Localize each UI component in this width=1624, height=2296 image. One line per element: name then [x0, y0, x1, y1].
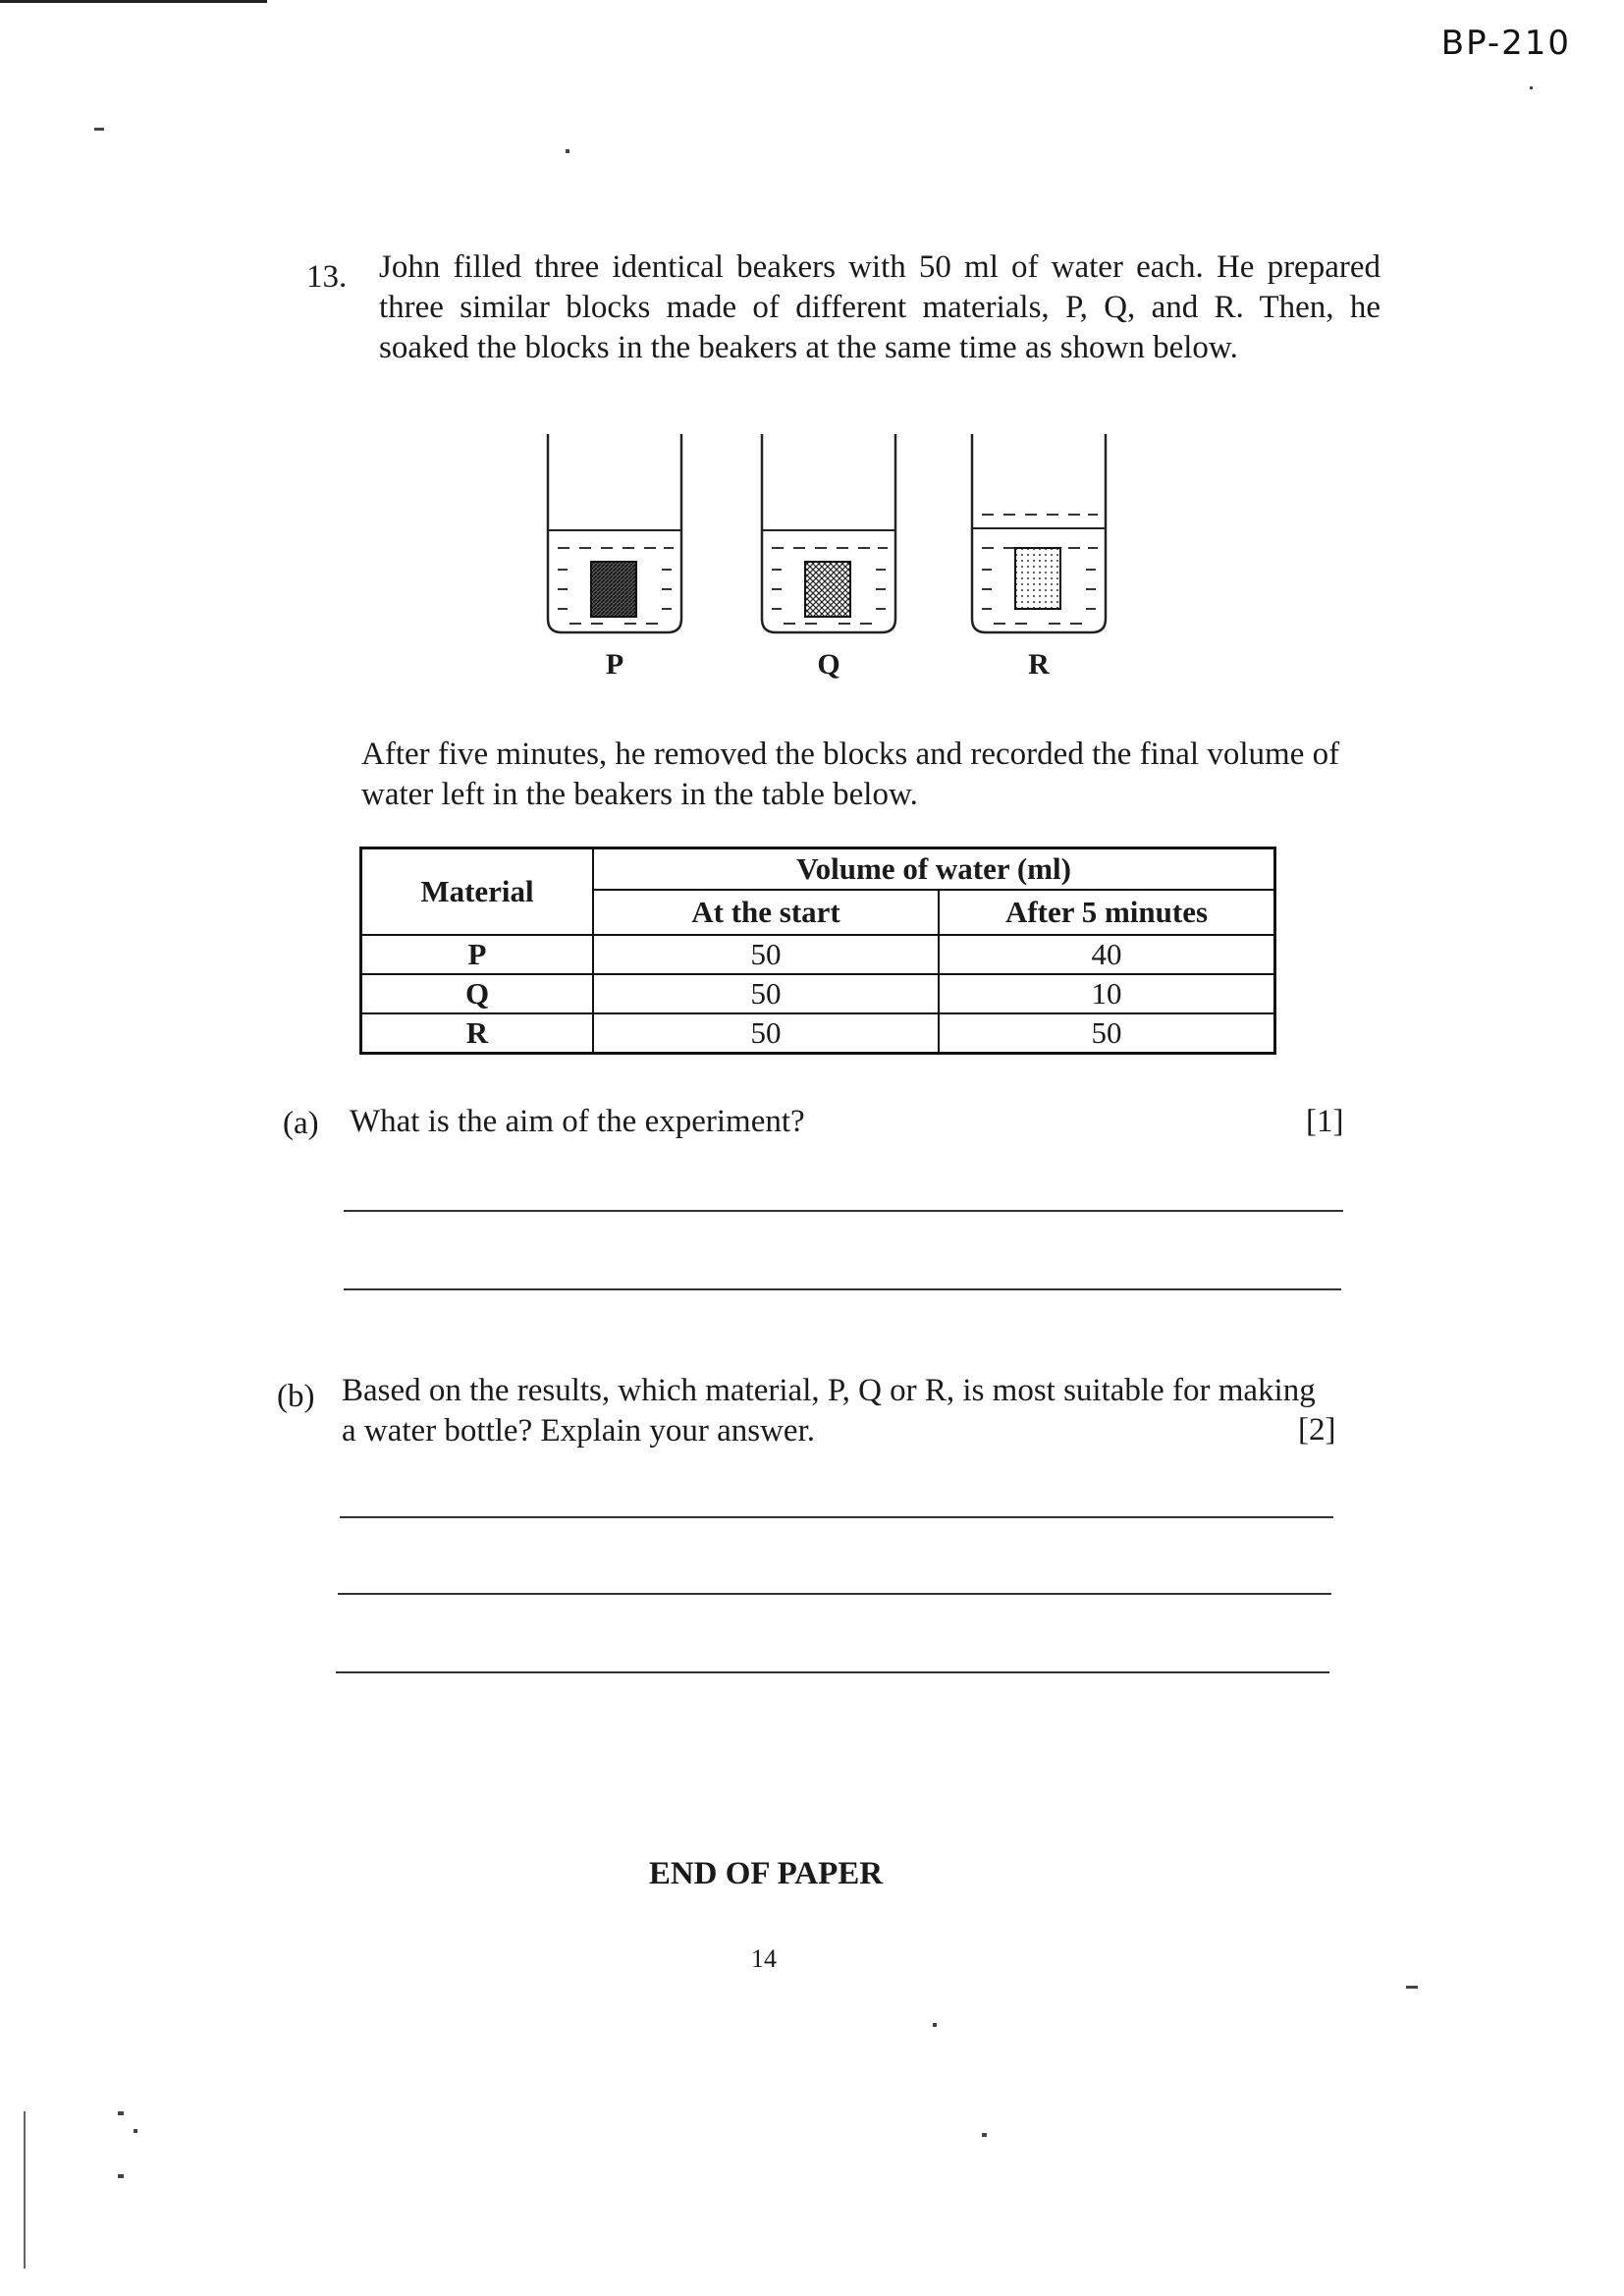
- part-a-label: (a): [283, 1106, 319, 1141]
- intro-line: soaked the blocks in the beakers at the same time as shown below.: [379, 330, 1238, 365]
- part-a-question: What is the aim of the experiment?: [350, 1104, 805, 1139]
- after-header: After 5 minutes: [939, 890, 1275, 935]
- scan-speck: [1406, 1986, 1418, 1989]
- scan-speck: [134, 2129, 137, 2133]
- beaker-label-p: P: [605, 648, 624, 681]
- answer-line[interactable]: [338, 1593, 1331, 1595]
- scan-speck: [94, 128, 104, 131]
- answer-line[interactable]: [340, 1516, 1333, 1518]
- intro-line: three similar blocks made of different materials, P, Q, and R. Then, he: [379, 290, 1380, 325]
- material-cell: R: [361, 1013, 594, 1054]
- after-cell: 10: [939, 974, 1275, 1013]
- volume-group-header: Volume of water (ml): [593, 848, 1275, 891]
- after-text: [361, 735, 1382, 815]
- question-intro: [379, 247, 1380, 368]
- page-number: 14: [751, 1944, 777, 1973]
- answer-line[interactable]: [336, 1671, 1329, 1673]
- beaker-r: [972, 434, 1106, 632]
- paper-code: BP-210: [1440, 24, 1571, 63]
- scan-speck: [118, 2111, 124, 2115]
- start-header: At the start: [593, 890, 939, 935]
- scan-speck: [933, 2023, 937, 2027]
- scan-speck: [566, 149, 569, 153]
- top-rule: [0, 0, 267, 3]
- after-line: After five minutes, he removed the blocks and recorded the final volume of: [361, 737, 1340, 772]
- beaker-label-r: R: [1028, 648, 1050, 681]
- answer-line[interactable]: [344, 1210, 1343, 1212]
- material-cell: P: [361, 935, 594, 974]
- start-cell: 50: [593, 1013, 939, 1054]
- table-row: [361, 935, 1275, 974]
- start-cell: 50: [593, 935, 939, 974]
- material-header: Material: [361, 848, 594, 936]
- after-line: water left in the beakers in the table below.: [361, 777, 918, 812]
- start-cell: 50: [593, 974, 939, 1013]
- after-cell: 40: [939, 935, 1275, 974]
- beakers-illustration: [530, 422, 1139, 648]
- intro-line: John filled three identical beakers with 50 ml of water each. He prepared: [379, 249, 1380, 285]
- scan-margin-mark: [24, 2111, 26, 2269]
- beaker-q: [762, 434, 895, 632]
- beaker-p: [548, 434, 681, 632]
- beakers-diagram: [530, 422, 1139, 697]
- results-table: [359, 847, 1276, 1055]
- table-row: [361, 1013, 1275, 1054]
- end-of-paper: END OF PAPER: [648, 1856, 884, 1891]
- part-b-label: (b): [277, 1379, 315, 1414]
- part-a-marks: [1]: [1306, 1104, 1344, 1139]
- scan-speck: [1530, 86, 1533, 89]
- answer-line[interactable]: [344, 1288, 1341, 1290]
- beaker-label-q: Q: [817, 648, 840, 681]
- after-cell: 50: [939, 1013, 1275, 1054]
- scan-speck: [982, 2133, 987, 2137]
- question-number: 13.: [306, 259, 348, 295]
- part-b-question: [342, 1371, 1341, 1451]
- material-cell: Q: [361, 974, 594, 1013]
- scan-speck: [118, 2174, 124, 2178]
- part-b-marks: [2]: [1298, 1412, 1336, 1448]
- part-b-line: a water bottle? Explain your answer.: [342, 1413, 815, 1449]
- table-row: [361, 974, 1275, 1013]
- part-b-line: Based on the results, which material, P, Q or R, is most suitable for making: [342, 1373, 1316, 1408]
